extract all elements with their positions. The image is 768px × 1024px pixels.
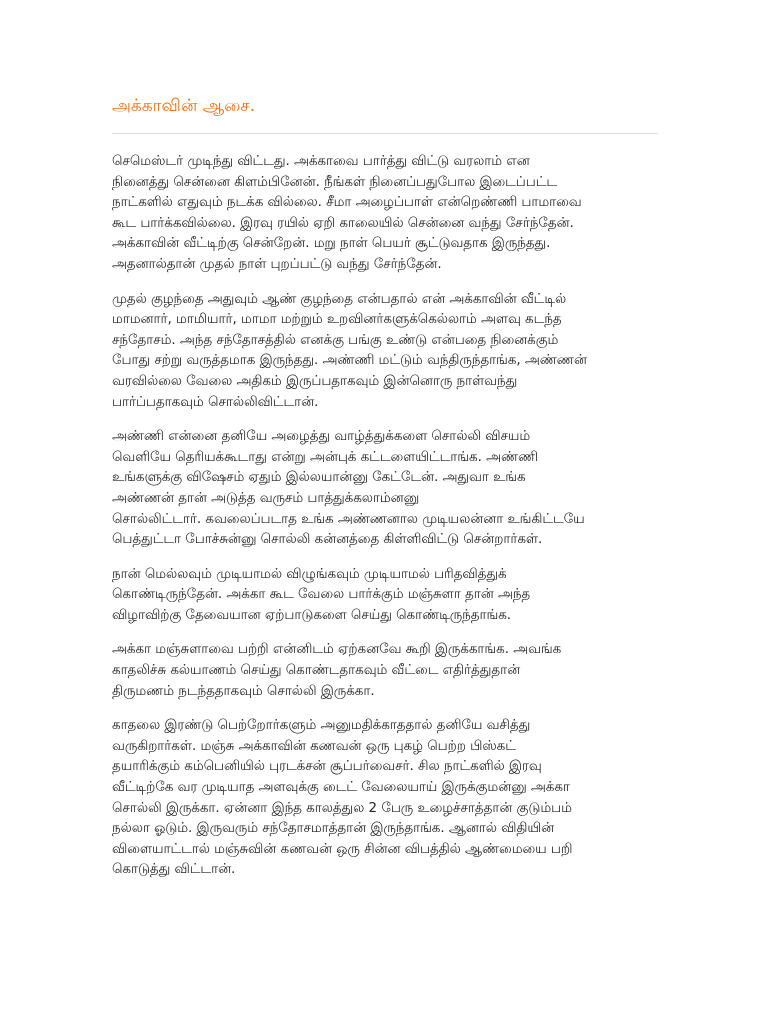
document-title: அக்காவின் ஆசை.	[112, 96, 256, 116]
paragraph-2: முதல் குழந்தை அதுவும் ஆண் குழந்தை என்பதால் என் அக்காவின் வீட்டில் மாமனார், மாமியார், மாமா மற்றும் உறவினர்களுக்கெல்லாம் அளவு கடந்த சந்தோசம். அந்த சந்தோசத்தில் எனக்கு பங்கு உண்டு என்பதை நினைக்கும் போது சற்று வருத்தமாக இருந்தது. அண்ணி மட்டும் வந்திருந்தாங்க, அண்ணன் வரவில்லை வேலை அதிகம் இருப்பதாகவும் இன்னொரு நாள்வந்து பார்ப்பதாகவும் சொல்லிவிட்டான்.	[112, 291, 587, 410]
paragraph-4: நான் மெல்லவும் முடியாமல் விழுங்கவும் முடியாமல் பரிதவித்துக் கொண்டிருந்தேன். அக்கா கூட வேலை பார்க்கும் மஞ்சுளா தான் அந்த விழாவிற்கு தேவையான ஏற்பாடுகளை செய்து கொண்டிருந்தாங்க.	[112, 566, 531, 623]
paragraph-6: காதலை இரண்டு பெற்றோர்களும் அனுமதிக்காததால் தனியே வசித்து வருகிறார்கள். மஞ்சு அக்காவின் கணவன் ஒரு புகழ் பெற்ற பிஸ்கட் தயாரிக்கும் கம்பெனியில் புரடக்சன் சூப்பர்வைசர். சில நாட்களில் இரவு வீட்டிற்கே வர முடியாத அளவுக்கு டைட் வேலையாய் இருக்குமன்னு அக்கா சொல்லி இருக்கா. ஏன்னா இந்த காலத்துல 2 பேரு உழைச்சாத்தான் குடும்பம் நல்லா ஓடும். இருவரும் சந்தோசமாத்தான் இருந்தாங்க. ஆனால் விதியின் விளையாட்டால் மஞ்சுவின் கணவன் ஒரு சின்ன விபத்தில் ஆண்மையை பறி கொடுத்து விட்டான்.	[112, 718, 573, 878]
document-page	[112, 92, 658, 895]
title-divider	[112, 133, 658, 134]
paragraph-3: அண்ணி என்னை தனியே அழைத்து வாழ்த்துக்களை சொல்லி விசயம் வெளியே தெரியக்கூடாது என்று அன்புக் கட்டளையிட்டாங்க. அண்ணி உங்களுக்கு விஷேசம் ஏதும் இல்லயான்னு கேட்டேன். அதுவா உங்க அண்ணன் தான் அடுத்த வருசம் பாத்துக்கலாம்னனு சொல்லிட்டார். கவலைப்படாத உங்க அண்ணனால முடியலன்னா உங்கிட்டயே பெத்துட்டா போச்சுன்னு சொல்லி கன்னத்தை கிள்ளிவிட்டு சென்றார்கள்.	[112, 429, 585, 548]
paragraph-5: அக்கா மஞ்சுளாவை பற்றி என்னிடம் ஏற்கனவே கூறி இருக்காங்க. அவங்க காதலிச்சு கல்யாணம் செய்து கொண்டதாகவும் வீட்டை எதிர்த்துதான் திருமணம் நடந்ததாகவும் சொல்லி இருக்கா.	[112, 642, 562, 699]
paragraph-1: செமெஸ்டர் முடிந்து விட்டது. அக்காவை பார்த்து விட்டு வரலாம் என நினைத்து சென்னை கிளம்பினேன். நீங்கள் நினைப்பதுபோல இடைப்பட்ட நாட்களில் எதுவும் நடக்க வில்லை. சீமா அழைப்பாள் என்றெண்ணி பாமாவை கூட பார்க்கவில்லை. இரவு ரயில் ஏறி காலையில் சென்னை வந்து சேர்ந்தேன். அக்காவின் வீட்டிற்கு சென்றேன். மறு நாள் பெயர் சூட்டுவதாக இருந்தது. அதனால்தான் முதல் நாள் புறப்பட்டு வந்து சேர்ந்தேன்.	[112, 154, 582, 272]
